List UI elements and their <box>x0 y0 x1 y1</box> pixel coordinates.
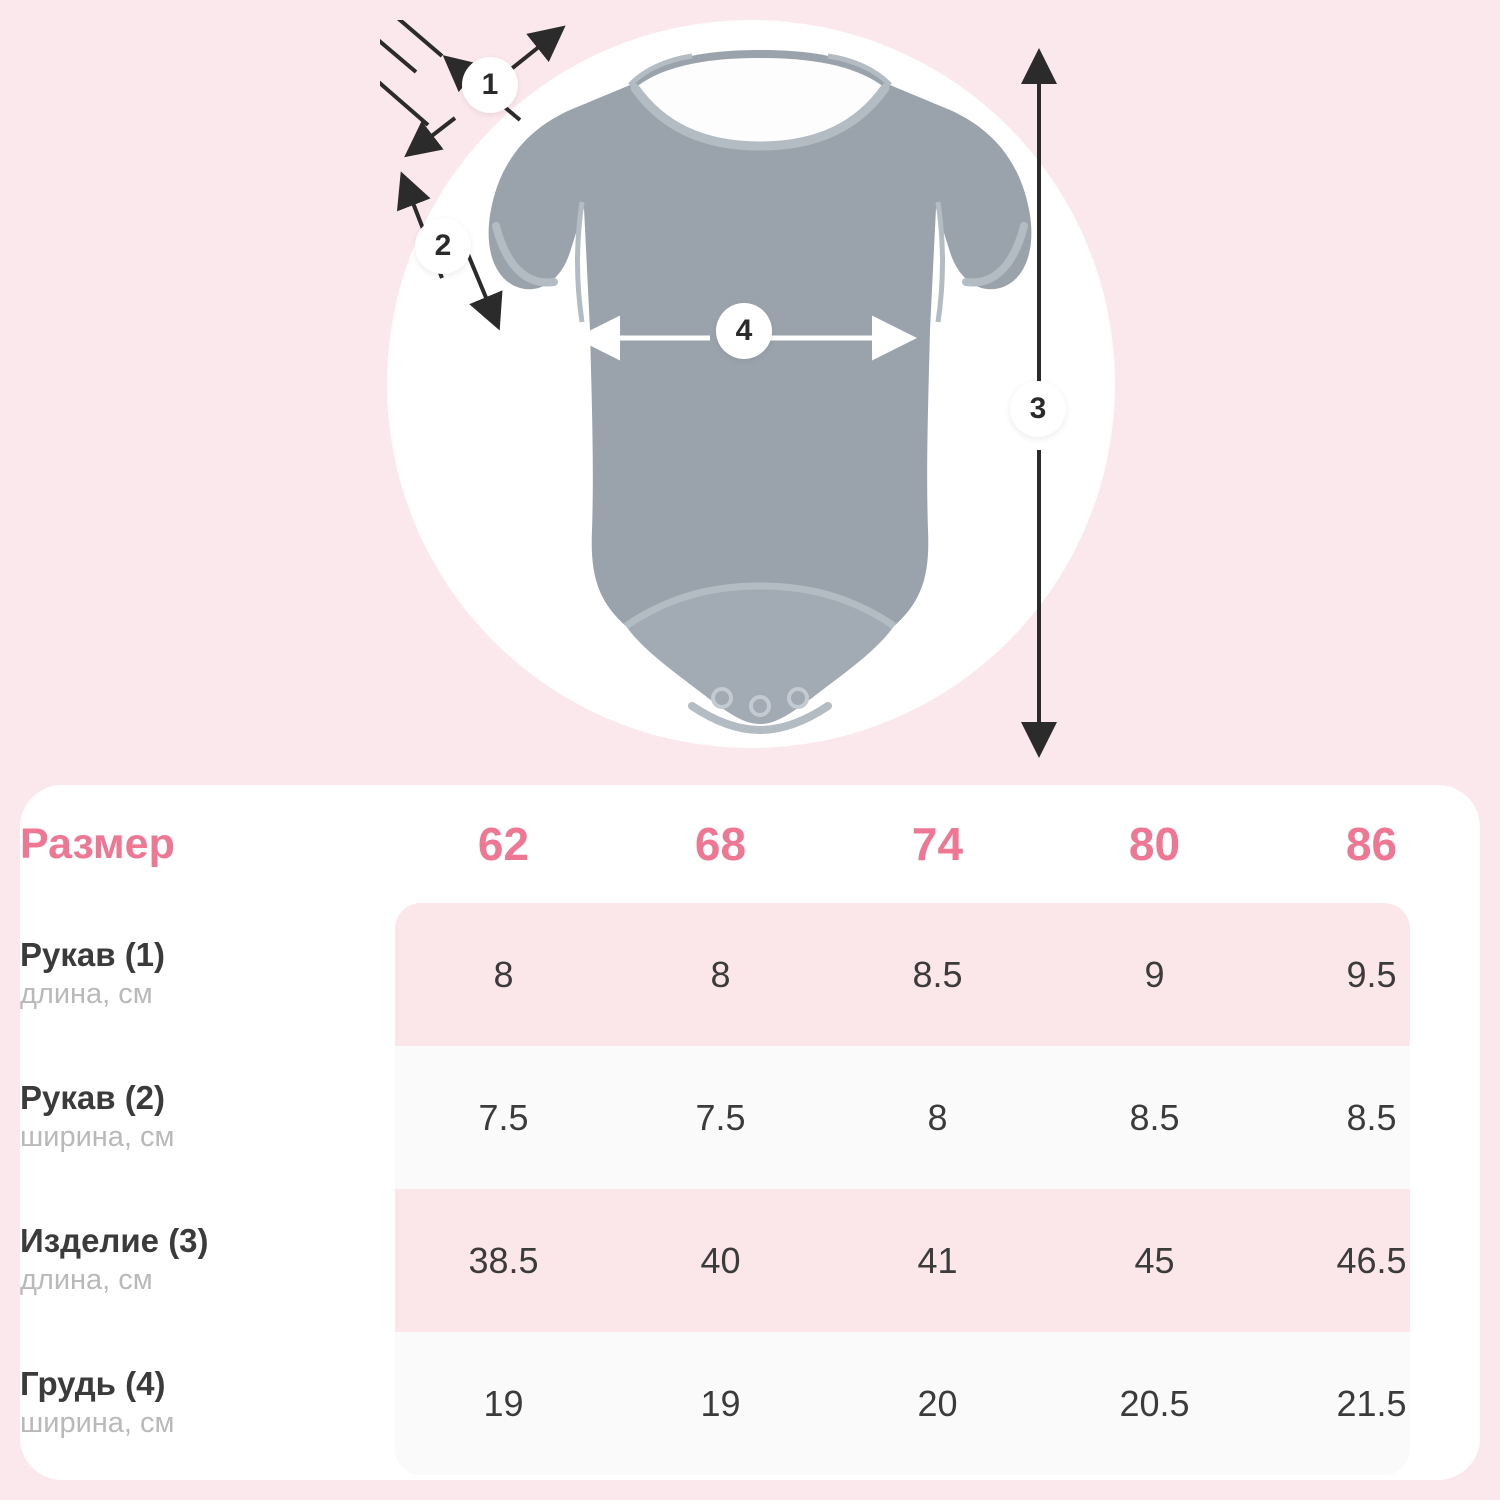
cell-r1-c2: 8 <box>927 1096 948 1138</box>
cell-r0-c3: 9 <box>1144 953 1165 995</box>
table-header-row <box>20 785 1480 903</box>
cell-r0-c0: 8 <box>493 953 514 995</box>
cell-r2-c4: 46.5 <box>1336 1239 1407 1281</box>
cell-r0-c4: 9.5 <box>1346 953 1397 995</box>
size-table <box>20 785 1480 1475</box>
cell-r0-c1: 8 <box>710 953 731 995</box>
header-size-62: 62 <box>477 818 530 870</box>
table-row <box>20 1189 1480 1332</box>
row-label-product-length <box>20 1189 395 1332</box>
table-row <box>20 1332 1480 1475</box>
header-size-74: 74 <box>911 818 964 870</box>
table-row <box>20 1046 1480 1189</box>
callout-badge-3: 3 <box>1010 381 1066 437</box>
cell-r2-c0: 38.5 <box>468 1239 539 1281</box>
cell-r3-c0: 19 <box>483 1382 524 1424</box>
header-size-label: Размер <box>20 819 175 868</box>
row-subtitle: ширина, см <box>20 1406 175 1439</box>
row-label-sleeve-width <box>20 1046 395 1189</box>
cell-r3-c4: 21.5 <box>1336 1382 1407 1424</box>
row-title: Грудь (4) <box>20 1365 166 1403</box>
cell-r3-c3: 20.5 <box>1119 1382 1190 1424</box>
table-row <box>20 903 1480 1046</box>
cell-r2-c1: 40 <box>700 1239 741 1281</box>
row-title: Изделие (3) <box>20 1222 209 1260</box>
header-size-86: 86 <box>1345 818 1398 870</box>
row-subtitle: ширина, см <box>20 1120 175 1153</box>
size-table-card <box>20 785 1480 1480</box>
cell-r0-c2: 8.5 <box>912 953 963 995</box>
cell-r3-c1: 19 <box>700 1382 741 1424</box>
callout-badge-4: 4 <box>716 303 772 359</box>
row-title: Рукав (2) <box>20 1079 166 1117</box>
header-size-80: 80 <box>1128 818 1181 870</box>
row-label-chest-width <box>20 1332 395 1475</box>
callout-badge-2: 2 <box>415 218 471 274</box>
cell-r2-c2: 41 <box>917 1239 958 1281</box>
cell-r3-c2: 20 <box>917 1382 958 1424</box>
cell-r2-c3: 45 <box>1134 1239 1175 1281</box>
cell-r1-c3: 8.5 <box>1129 1096 1180 1138</box>
row-subtitle: длина, см <box>20 977 153 1010</box>
row-subtitle: длина, см <box>20 1263 153 1296</box>
row-label-sleeve-length <box>20 903 395 1046</box>
callout-badge-1: 1 <box>462 57 518 113</box>
row-title: Рукав (1) <box>20 936 166 974</box>
cell-r1-c4: 8.5 <box>1346 1096 1397 1138</box>
cell-r1-c0: 7.5 <box>478 1096 529 1138</box>
cell-r1-c1: 7.5 <box>695 1096 746 1138</box>
header-size-68: 68 <box>694 818 747 870</box>
